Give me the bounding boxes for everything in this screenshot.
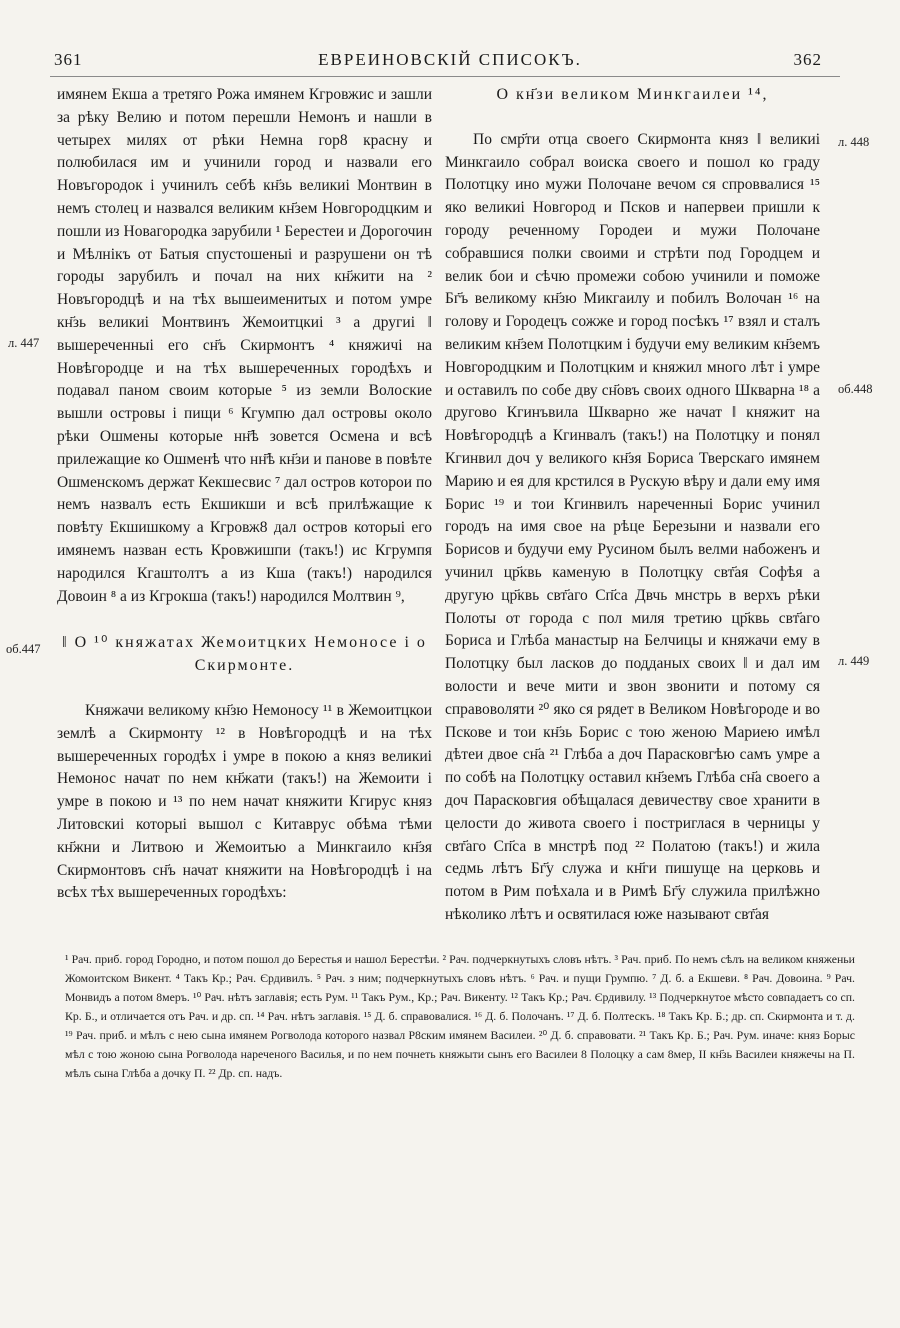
paragraph: По смр҃ти отца своего Скирмонта княз ‖ великиі Минкгаило собрал воиска своего и пошол ко граду Полотцку ино мужи Полочане вечом ся спроввалися ¹⁵ яко великиі Новгород и Псков и напервеи пришли к городу реченному Городеи и мужи Полочане собравшися полки своими и стрѣти под Городцем и велик бои и сѣчю промежи собою учинили и поможе Бг҃ъ великому кн҃зю Микгаилу и побилъ Волочан ¹⁶ на голову и Городецъ сожже и город посѣкъ ¹⁷ взял и сталъ великим кн҃зем Полотцким і будучи ему великим кн҃земъ Новгородцким и Полотцким и княжил много лѣт і умре и оставилъ по собе дву сн҃овъ своих одного Шкварна ¹⁸ а другово Кгинъвила Шкварно же начат ‖ княжит на Новѣгородцѣ а Кгинвалъ (такъ!) на Полотцку и понял Кгинвил доч у великого кн҃зя Бориса Тверскаго имянем Марию и ея для крстился в Рускую вѣру и дали ему имя Борис ¹⁹ и тои Кгинвилъ нареченныі Борис учинил городъ на имя свое на рѣце Березыни и назвали его Борисов и будучи ему Русином былъ велми набоженъ и учинил цр҃квь каменую в Полотцку свт҃ая Софѣя а другую цр҃квь свт҃аго Сп҃са Двчь мнстрь в верхъ рѣки Полоты от города с пол миля третию цр҃квь свт҃аго Бориса и Глѣба манастыр на Белчицы и княжачи ему в Полотцку был ласков до подданых своих ‖ и дал им волости и вече мити и звон звонити и потому ся справоволяти ²⁰ яко ся рядет в Великом Новѣгороде и во Пскове и тои кн҃зь Борис с тою женою Мариею имѣл дѣтеи двое сн҃а ²¹ Глѣба а доч Парасковгѣю самъ умре а по собѣ на Полотцку оставил кн҃земъ Глѣба сн҃а своего а доч Парасковгия обѣщалася девичеству свое хранити в целости до живота своего і постриглася в черницы у свт҃аго Сп҃са в мнстрѣ под ²² Полатою (такъ!) и жила седмь лѣтъ Бг҃у служа и кн҃ги пишуще на церковь и потом в Рим поѣхала и в Римѣ Бг҃у служила прилѣжно нѣколико лѣтъ и освятилася юже называют свт҃ая: [445, 130, 820, 923]
running-title: ЕВРЕИНОВСКІЙ СПИСОКЪ.: [318, 50, 582, 69]
margin-note: об.448: [838, 382, 873, 396]
left-column: [57, 84, 432, 905]
page-number-left: 361: [54, 50, 83, 69]
right-column: [445, 84, 820, 927]
margin-note: л. 449: [838, 654, 870, 668]
margin-note: л. 448: [838, 135, 870, 149]
chapter-heading: О кн҃зи великом Минкгаилеи ¹⁴,: [496, 86, 769, 103]
margin-note: об.447: [6, 642, 41, 656]
footnotes: [65, 950, 855, 1083]
paragraph: имянем Екша а третяго Рожа имянем Кгровжис и зашли за рѣку Велию и потом перешли Немонъ и нашли в четырех милях от рѣки Немна гор8 красну и полюбилася им и учинили город и назвали его Новъгородок і учинилъ себѣ кн҃зь великиі Монтвин в немъ столец и назвался великим кн҃зем Новгородцким и пошли из Новагородка зарубили ¹ Берестеи и Дорогочин и Мѣлнікъ от Батыя спустошеныі и разрушени он тѣ городы зарубилъ и почал на них кн҃жити на ² Новъгородцѣ и на тѣх вышеименитых и потом умре кн҃зь великиі Монтвинъ Жемоитцкиі ³ а другиі ‖ вышереченныі его сн҃ъ Скирмонтъ ⁴ княжичі на Новѣгородце и на тѣх вышереченных городѣхъ и подавал паном своим которые ⁵ из земли Волоские вышли островы і пищи ⁶ Кгумпю дал островы около рѣки Ошмены которые нн҃ѣ зовется Осмена и всѣ прилежащие ко Ошменѣ что нн҃ѣ кн҃зи и панове в повѣте Ошменскомъ держат Кекшесвис ⁷ дал остров которои по немъ назвалъ есть Екшикши и всѣ прилѣжащие к повѣту Екшишкому а Кгровж8 дал остров которыі его имянемъ назван есть Кровжишпи (такъ!) ис Кгрумпя народился Кгаштолтъ а из Кша (такъ!) народился Довоин ⁸ а из Кгрокша (такъ!) народился Молтвин ⁹,: [57, 86, 432, 605]
footnote-text: ¹ Рач. приб. город Городно, и потом пошол до Берестья и нашол Берестѣи. ² Рач. подчеркнутыхъ словъ нѣтъ. ³ Рач. приб. По немъ сѣлъ на великом княженьи Жомоитском Викент. ⁴ Такъ Кр.; Рач. Єрдивилъ. ⁵ Рач. з ним; подчеркнутыхъ словъ нѣтъ. ⁶ Рач. и пущи Грумпю. ⁷ Д. б. а Екшеви. ⁸ Рач. Довоина. ⁹ Рач. Монвидъ а потом 8меръ. ¹⁰ Рач. нѣтъ заглавія; есть Рум. ¹¹ Такъ Рум., Кр.; Рач. Викенту. ¹² Такъ Кр.; Рач. Єрдивилу. ¹³ Подчеркнутое мѣсто совпадаетъ со сп. Кр. Б., и отличается отъ Рач. и др. сп. ¹⁴ Рач. нѣтъ заглавія. ¹⁵ Д. б. справовалися. ¹⁶ Д. б. Полочанъ. ¹⁷ Д. б. Полтескъ. ¹⁸ Такъ Кр. Б.; др. сп. Скирмонта и т. д. ¹⁹ Рач. приб. и мѣлъ с нею сына имянем Рогволода которого назвал Р8ским имянем Василеи. ²⁰ Д. б. справовати. ²¹ Такъ Кр. Б.; Рач. Рум. иначе: княз Борыс мѣл с тою жоною сына Рогволода нареченого Василья, и по нем почнеть княжыти сынъ его Василеи 8 Полоцку а сам 8мер, II кн҃зь Василеи княжечы на П. мѣлъ сына Глѣба а дочку П. ²² Др. сп. надъ.: [65, 952, 855, 1080]
header-rule: [50, 76, 840, 77]
chapter-heading: ‖ О ¹⁰ княжатах Жемоитцких Немоносе і о Скирмонте.: [62, 634, 427, 675]
page-number-right: 362: [793, 50, 822, 69]
margin-note: л. 447: [8, 336, 40, 350]
paragraph: Княжачи великому кн҃зю Немоносу ¹¹ в Жемоитцкои землѣ а Скирмонту ¹² в Новѣгородцѣ и на тѣх вышереченных городѣх і умре в покою а княз великиі Немонос начат по нем кн҃жати (такъ!) на Жемоити і умре в покою и ¹³ по нем начат княжити Кгирус княз Литовскиі которыі вышол с Китаврус обѣма тѣми кн҃жни и Литвою и Жемоитью а Минкгаило кн҃зя Скирмонтовъ сн҃ъ начат княжити на Новѣгородцѣ і на всѣх тѣх вышереченных городѣхъ:: [57, 701, 432, 902]
